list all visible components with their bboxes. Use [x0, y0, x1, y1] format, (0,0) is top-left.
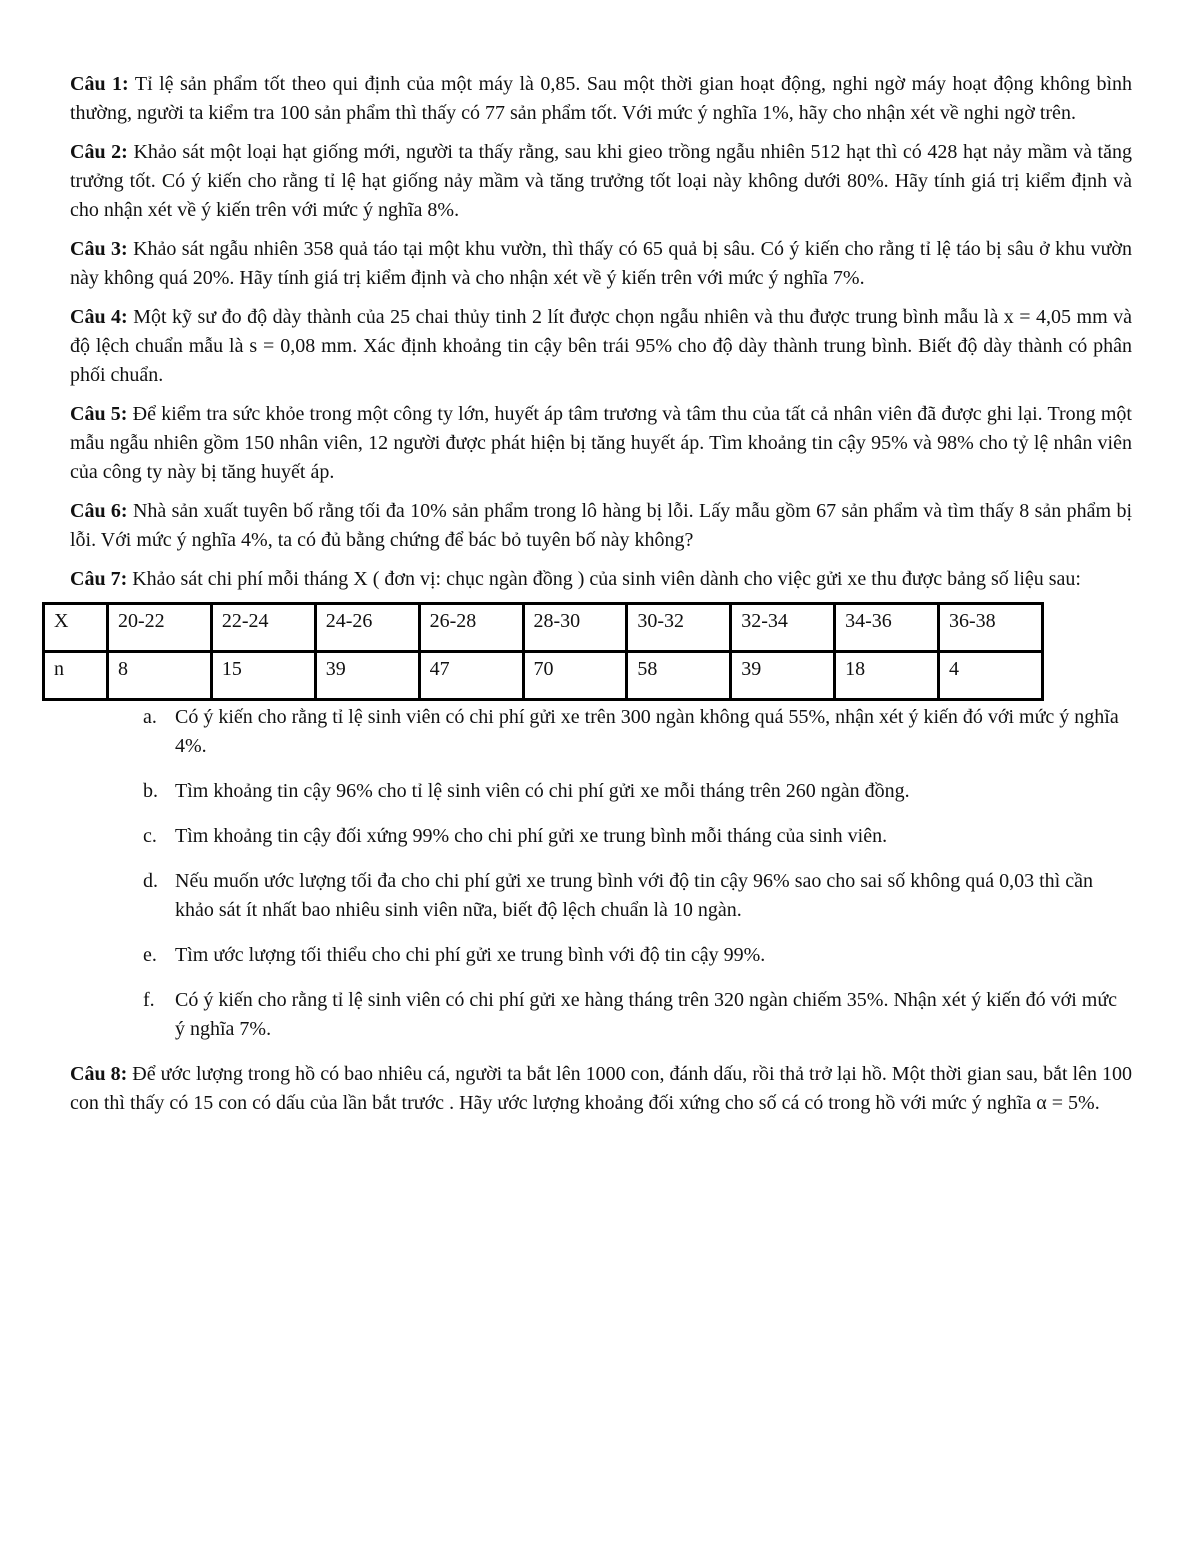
question-text: Để ước lượng trong hồ có bao nhiêu cá, người ta bắt lên 1000 con, đánh dấu, rồi thả trở lại hồ. Một thời gian sau, bắt lên 100 con thì thấy có 15 con có dấu của lần bắt trước . Hãy ước lượng khoảng đối xứng cho số cá có trong hồ với mức ý nghĩa α = 5%.	[70, 1063, 1132, 1114]
subquestion-label: f.	[143, 989, 155, 1011]
table-cell: 8	[108, 652, 212, 700]
subquestion-f	[70, 986, 1132, 1044]
question-text: Khảo sát một loại hạt giống mới, người ta thấy rằng, sau khi gieo trồng ngẫu nhiên 512 hạt thì có 428 hạt nảy mầm và tăng trưởng tốt. Có ý kiến cho rằng tỉ lệ hạt giống nảy mầm và tăng trưởng tốt loại này không dưới 80%. Hãy tính giá trị kiểm định và cho nhận xét về ý kiến trên với mức ý nghĩa 8%.	[70, 141, 1132, 221]
table-cell: 70	[523, 652, 627, 700]
subquestion-text: Tìm khoảng tin cậy 96% cho tỉ lệ sinh viên có chi phí gửi xe mỗi tháng trên 260 ngàn đồng.	[175, 780, 910, 802]
table-cell: 4	[939, 652, 1043, 700]
question-text: Khảo sát ngẫu nhiên 358 quả táo tại một khu vườn, thì thấy có 65 quả bị sâu. Có ý kiến cho rằng tỉ lệ táo bị sâu ở khu vườn này không quá 20%. Hãy tính giá trị kiểm định và cho nhận xét về ý kiến trên với mức ý nghĩa 7%.	[70, 238, 1132, 289]
question-7	[70, 565, 1132, 594]
question-1	[70, 70, 1132, 128]
question-label: Câu 1:	[70, 73, 129, 95]
question-label: Câu 3:	[70, 238, 128, 260]
question-text: Tỉ lệ sản phẩm tốt theo qui định của một máy là 0,85. Sau một thời gian hoạt động, nghi ngờ máy hoạt động không bình thường, người ta kiểm tra 100 sản phẩm thì thấy có 77 sản phẩm tốt. Với mức ý nghĩa 1%, hãy cho nhận xét về nghi ngờ trên.	[70, 73, 1133, 124]
subquestion-b	[70, 777, 1132, 806]
subquestion-label: d.	[143, 870, 158, 892]
subquestion-text: Có ý kiến cho rằng tỉ lệ sinh viên có chi phí gửi xe hàng tháng trên 320 ngàn chiếm 35%. Nhận xét ý kiến đó với mức ý nghĩa 7%.	[175, 989, 1118, 1040]
table-header-cell: n	[44, 652, 108, 700]
question-label: Câu 4:	[70, 306, 128, 328]
subquestion-d	[70, 867, 1132, 925]
question-4	[70, 303, 1132, 390]
subquestion-a	[70, 703, 1132, 761]
frequency-table	[42, 602, 1044, 701]
subquestion-list	[70, 703, 1132, 1044]
table-cell: 30-32	[627, 604, 731, 652]
table-cell: 34-36	[835, 604, 939, 652]
question-text: Nhà sản xuất tuyên bố rằng tối đa 10% sản phẩm trong lô hàng bị lỗi. Lấy mẫu gồm 67 sản phẩm và tìm thấy 8 sản phẩm bị lỗi. Với mức ý nghĩa 4%, ta có đủ bằng chứng để bác bỏ tuyên bố này không?	[70, 500, 1132, 551]
table-cell: 26-28	[419, 604, 523, 652]
table-cell: 15	[211, 652, 315, 700]
question-3	[70, 235, 1132, 293]
subquestion-label: e.	[143, 944, 157, 966]
question-label: Câu 7:	[70, 568, 128, 590]
question-label: Câu 2:	[70, 141, 128, 163]
table-row-x	[44, 604, 1043, 652]
table-cell: 47	[419, 652, 523, 700]
question-text: Khảo sát chi phí mỗi tháng X ( đơn vị: chục ngàn đồng ) của sinh viên dành cho việc gửi xe thu được bảng số liệu sau:	[132, 568, 1081, 590]
question-label: Câu 6:	[70, 500, 128, 522]
document-page	[54, 70, 1133, 1128]
question-text: Một kỹ sư đo độ dày thành của 25 chai thủy tinh 2 lít được chọn ngẫu nhiên và thu được trung bình mẫu là x = 4,05 mm và độ lệch chuẩn mẫu là s = 0,08 mm. Xác định khoảng tin cậy bên trái 95% cho độ dày thành trung bình. Biết độ dày thành có phân phối chuẩn.	[70, 306, 1133, 386]
table-cell: 24-26	[315, 604, 419, 652]
table-cell: 32-34	[731, 604, 835, 652]
question-label: Câu 8:	[70, 1063, 128, 1085]
table-cell: 20-22	[108, 604, 212, 652]
subquestion-label: b.	[143, 780, 158, 802]
subquestion-e	[70, 941, 1132, 970]
table-cell: 58	[627, 652, 731, 700]
table-cell: 36-38	[939, 604, 1043, 652]
table-cell: 39	[315, 652, 419, 700]
table-cell: 18	[835, 652, 939, 700]
question-5	[70, 400, 1132, 487]
subquestion-label: a.	[143, 706, 157, 728]
question-text: Để kiểm tra sức khỏe trong một công ty lớn, huyết áp tâm trương và tâm thu của tất cả nhân viên đã được ghi lại. Trong một mẫu ngẫu nhiên gồm 150 nhân viên, 12 người được phát hiện bị tăng huyết áp. Tìm khoảng tin cậy 95% và 98% cho tỷ lệ nhân viên của công ty này bị tăng huyết áp.	[70, 403, 1132, 483]
question-2	[70, 138, 1132, 225]
subquestion-text: Tìm khoảng tin cậy đối xứng 99% cho chi phí gửi xe trung bình mỗi tháng của sinh viên.	[175, 825, 888, 847]
subquestion-text: Tìm ước lượng tối thiểu cho chi phí gửi xe trung bình với độ tin cậy 99%.	[175, 944, 766, 966]
table-cell: 22-24	[211, 604, 315, 652]
table-header-cell: X	[44, 604, 108, 652]
table-cell: 39	[731, 652, 835, 700]
subquestion-c	[70, 822, 1132, 851]
subquestion-text: Có ý kiến cho rằng tỉ lệ sinh viên có chi phí gửi xe trên 300 ngàn không quá 55%, nhận xét ý kiến đó với mức ý nghĩa 4%.	[175, 706, 1119, 757]
subquestion-text: Nếu muốn ước lượng tối đa cho chi phí gửi xe trung bình với độ tin cậy 96% sao cho sai số không quá 0,03 thì cần khảo sát ít nhất bao nhiêu sinh viên nữa, biết độ lệch chuẩn là 10 ngàn.	[175, 870, 1093, 921]
table-row-n	[44, 652, 1043, 700]
question-8	[70, 1060, 1132, 1118]
subquestion-label: c.	[143, 825, 157, 847]
question-label: Câu 5:	[70, 403, 128, 425]
question-6	[70, 497, 1132, 555]
table-cell: 28-30	[523, 604, 627, 652]
